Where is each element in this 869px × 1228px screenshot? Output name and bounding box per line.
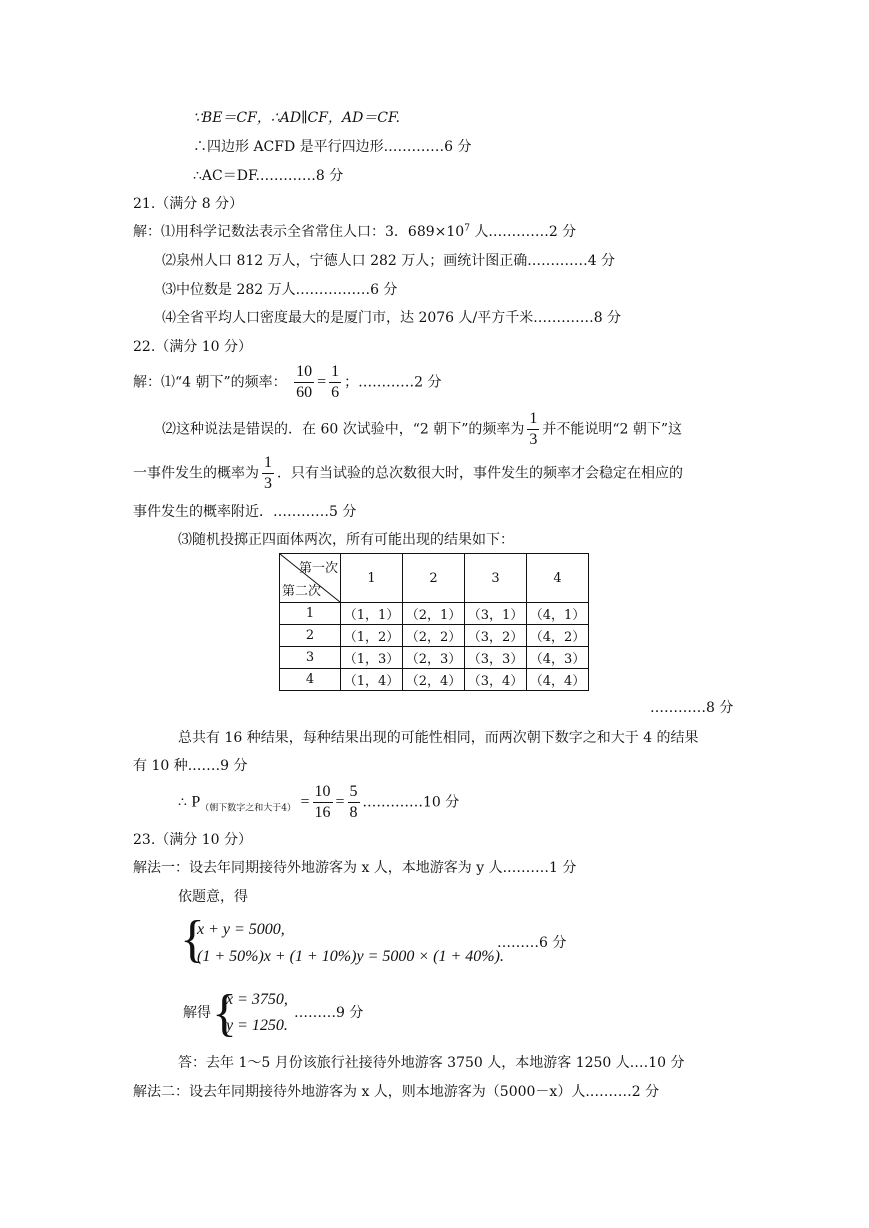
probability-subscript: （朝下数字之和大于4） [200, 803, 297, 814]
numerator: 1 [527, 409, 539, 430]
corner-label-top: 第一次 [298, 561, 338, 576]
text-span: 解得 [183, 1005, 211, 1021]
fraction [262, 453, 274, 494]
text-line: ∴四边形 ACFD 是平行四边形.…………6 分 [193, 139, 472, 155]
equation-line: x = 3750, [226, 991, 288, 1008]
equals-sign: = [335, 793, 345, 811]
text-line: ⑷全省平均人口密度最大的是厦门市，达 2076 人/平方千米.…………8 分 [162, 310, 622, 326]
fraction [329, 362, 341, 403]
text-line: 解法二：设去年同期接待外地游客为 x 人，则本地游客为（5000－x）人.………2 分 [133, 1084, 660, 1100]
column-header: 4 [527, 554, 589, 603]
row-header: 4 [280, 669, 341, 691]
denominator: 3 [529, 431, 538, 448]
table-cell: （2，1） [403, 603, 465, 625]
text-line: ⑶随机投掷正四面体两次，所有可能出现的结果如下： [178, 532, 514, 548]
probability-symbol: P [191, 793, 201, 811]
text-line: 答：去年 1～5 月份该旅行社接待外地游客 3750 人，本地游客 1250 人.…10 分 [178, 1055, 685, 1071]
numerator: 10 [313, 782, 333, 803]
text-line: ∵BE＝CF，∴AD∥CF，AD＝CF. [193, 110, 401, 126]
text-span: 并不能说明“2 朝下”这 [542, 421, 683, 438]
equation-line: x + y = 5000, [197, 921, 285, 938]
table-cell: （1，1） [341, 603, 403, 625]
text-span: 解：⑴“4 朝下”的频率： [133, 374, 287, 391]
column-header: 3 [465, 554, 527, 603]
score-marker: ………9 分 [294, 1005, 364, 1021]
denominator: 60 [296, 384, 313, 401]
table-cell: （4，1） [527, 603, 589, 625]
question-title: 23.（满分 10 分） [133, 832, 252, 848]
equals-sign: = [317, 373, 327, 391]
text-line: ∴AC＝DF.…………8 分 [193, 168, 344, 184]
table-cell: （1，3） [341, 647, 403, 669]
table-cell: （3，2） [465, 625, 527, 647]
text-line: 解法一：设去年同期接待外地游客为 x 人，本地游客为 y 人.………1 分 [133, 860, 577, 876]
fraction [313, 782, 333, 823]
text-line: 事件发生的概率附近．…………5 分 [133, 504, 357, 520]
denominator: 3 [264, 475, 272, 492]
numerator: 5 [348, 782, 360, 803]
equals-sign: = [300, 793, 310, 811]
score-marker: ………6 分 [497, 935, 567, 951]
text-span: 解：⑴用科学记数法表示全省常住人口：3．689×10 [133, 224, 465, 240]
table-cell: （2，2） [403, 625, 465, 647]
score-marker: …………8 分 [650, 700, 734, 716]
text-line [133, 362, 442, 403]
equation-line: (1 + 50%)x + (1 + 10%)y = 5000 × (1 + 40%). [197, 948, 504, 965]
denominator: 16 [314, 804, 331, 821]
text-span: 人.…………2 分 [469, 224, 577, 240]
row-header: 3 [280, 647, 341, 669]
table-header-row [280, 554, 589, 603]
column-header: 2 [403, 554, 465, 603]
text-span: ⑵这种说法是错误的．在 60 次试验中，“2 朝下”的频率为 [162, 421, 525, 438]
column-header: 1 [341, 554, 403, 603]
text-span: 一事件发生的概率为 [133, 465, 259, 482]
fraction [527, 409, 539, 450]
denominator: 6 [331, 384, 340, 401]
table-row [280, 603, 589, 625]
table-cell: （3，4） [465, 669, 527, 691]
text-span: .…………10 分 [362, 794, 460, 811]
equation-line: y = 1250. [226, 1017, 288, 1034]
table-row [280, 669, 589, 691]
table-cell: （4，3） [527, 647, 589, 669]
table-cell: （1，4） [341, 669, 403, 691]
table-cell: （4，4） [527, 669, 589, 691]
left-brace: { [212, 985, 237, 1042]
text-line: 有 10 种.……9 分 [133, 758, 248, 774]
table-cell: （2，3） [403, 647, 465, 669]
numerator: 10 [294, 362, 314, 383]
question-title: 21.（满分 8 分） [133, 196, 244, 212]
text-line [133, 453, 683, 494]
text-line: ⑶中位数是 282 万人.……………6 分 [162, 282, 398, 298]
denominator: 8 [349, 804, 358, 821]
text-line [178, 782, 459, 823]
text-span: ；…………2 分 [344, 374, 442, 391]
exponent: 7 [464, 223, 470, 234]
text-line [133, 222, 576, 242]
table-cell: （3，1） [465, 603, 527, 625]
table-row [280, 647, 589, 669]
text-line: 总共有 16 种结果，每种结果出现的可能性相同，而两次朝下数字之和大于 4 的结果 [178, 730, 699, 746]
table-cell: （4，2） [527, 625, 589, 647]
corner-cell [280, 554, 341, 603]
text-line: ⑵泉州人口 812 万人，宁德人口 282 万人；画统计图正确.…………4 分 [162, 253, 616, 269]
corner-label-bottom: 第二次 [282, 584, 322, 599]
question-title: 22.（满分 10 分） [133, 339, 252, 355]
left-brace: { [180, 911, 205, 968]
fraction [348, 782, 360, 823]
text-line [162, 409, 682, 450]
fraction [294, 362, 314, 403]
numerator: 1 [329, 362, 341, 383]
table-cell: （1，2） [341, 625, 403, 647]
therefore-symbol: ∴ [178, 794, 187, 811]
row-header: 1 [280, 603, 341, 625]
text-span: ．只有当试验的总次数很大时，事件发生的频率才会稳定在相应的 [277, 465, 683, 482]
table-cell: （3，3） [465, 647, 527, 669]
text-line: 依题意，得 [178, 889, 248, 905]
numerator: 1 [262, 453, 274, 474]
table-cell: （2，4） [403, 669, 465, 691]
results-table [279, 553, 589, 691]
table-row [280, 625, 589, 647]
row-header: 2 [280, 625, 341, 647]
